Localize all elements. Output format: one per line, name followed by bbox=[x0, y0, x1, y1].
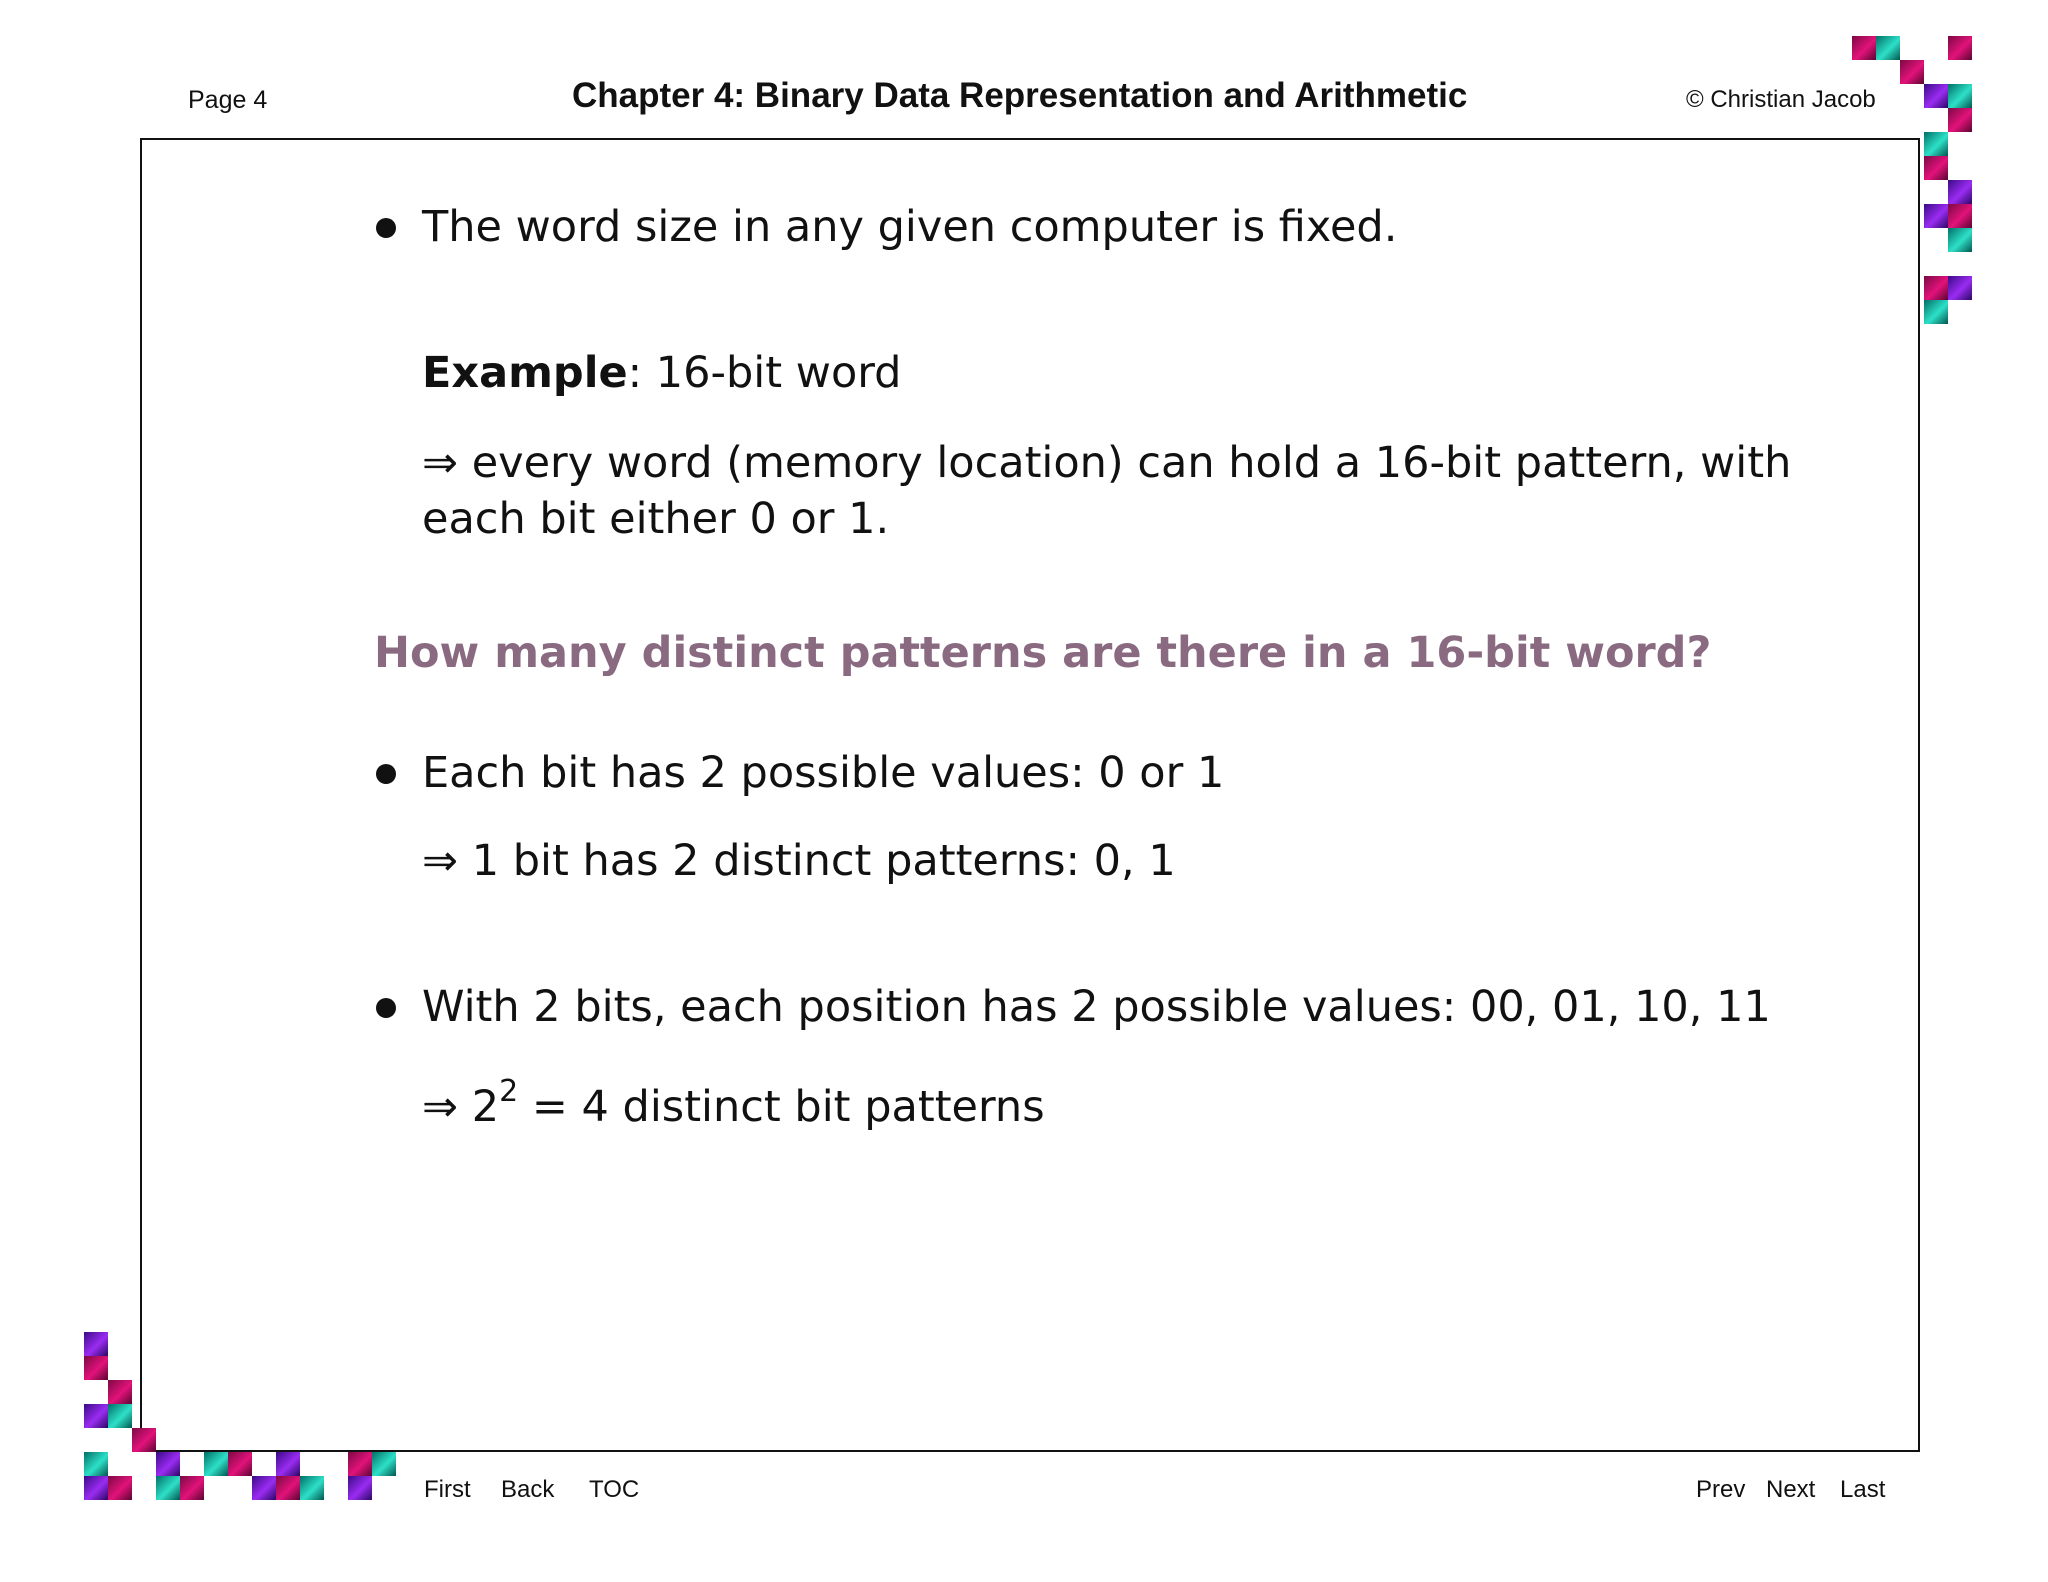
pixel-square bbox=[1900, 60, 1924, 84]
pixel-square bbox=[1924, 276, 1948, 300]
pixel-square bbox=[1948, 204, 1972, 228]
nav-first-link[interactable]: First bbox=[424, 1476, 471, 1503]
pixel-square bbox=[1948, 84, 1972, 108]
question-heading: How many distinct patterns are there in a 16-bit word? bbox=[374, 628, 1712, 678]
example-text: : 16-bit word bbox=[627, 348, 902, 398]
pixel-square bbox=[108, 1380, 132, 1404]
pixel-square bbox=[1948, 36, 1972, 60]
pixel-square bbox=[180, 1476, 204, 1500]
implication-2bit-suffix: = 4 distinct bit patterns bbox=[518, 1082, 1045, 1132]
pixel-square bbox=[1876, 36, 1900, 60]
nav-next-link[interactable]: Next bbox=[1766, 1476, 1816, 1503]
nav-back-link[interactable]: Back bbox=[501, 1476, 555, 1503]
bullet-icon bbox=[376, 218, 396, 238]
pixel-square bbox=[1924, 204, 1948, 228]
pixel-square bbox=[1948, 108, 1972, 132]
bullet-word-size-fixed: The word size in any given computer is fixed. bbox=[422, 202, 1398, 252]
bullet-bit-values: Each bit has 2 possible values: 0 or 1 bbox=[422, 748, 1225, 798]
pixel-square bbox=[276, 1452, 300, 1476]
copyright-notice: © Christian Jacob bbox=[1686, 86, 1876, 113]
implication-2bit bbox=[422, 1074, 1045, 1136]
bullet-2bit-values: With 2 bits, each position has 2 possible values: 00, 01, 10, 11 bbox=[422, 982, 1771, 1032]
pixel-square bbox=[1948, 276, 1972, 300]
nav-toc-link[interactable]: TOC bbox=[589, 1476, 640, 1503]
implication-16bit-line2: each bit either 0 or 1. bbox=[422, 494, 890, 544]
pixel-square bbox=[348, 1452, 372, 1476]
pixel-square bbox=[300, 1476, 324, 1500]
pixel-square bbox=[108, 1404, 132, 1428]
pixel-square bbox=[1924, 156, 1948, 180]
page-number: Page 4 bbox=[188, 86, 268, 114]
bullet-icon bbox=[376, 764, 396, 784]
pixel-square bbox=[276, 1476, 300, 1500]
implication-1bit: ⇒ 1 bit has 2 distinct patterns: 0, 1 bbox=[422, 836, 1176, 886]
nav-last-link[interactable]: Last bbox=[1840, 1476, 1886, 1503]
pixel-square bbox=[1852, 36, 1876, 60]
pixel-square bbox=[1924, 84, 1948, 108]
pixel-square bbox=[156, 1452, 180, 1476]
pixel-square bbox=[252, 1476, 276, 1500]
pixel-square bbox=[372, 1452, 396, 1476]
example-line bbox=[422, 344, 901, 402]
pixel-square bbox=[108, 1476, 132, 1500]
nav-prev-link[interactable]: Prev bbox=[1696, 1476, 1746, 1503]
pixel-square bbox=[228, 1452, 252, 1476]
pixel-square bbox=[1924, 300, 1948, 324]
pixel-square bbox=[132, 1428, 156, 1452]
pixel-square bbox=[84, 1356, 108, 1380]
implication-2bit-exponent: 2 bbox=[499, 1074, 519, 1109]
pixel-square bbox=[204, 1452, 228, 1476]
pixel-square bbox=[84, 1476, 108, 1500]
implication-2bit-prefix: ⇒ 2 bbox=[422, 1082, 500, 1132]
pixel-square bbox=[84, 1404, 108, 1428]
pixel-square bbox=[156, 1476, 180, 1500]
pixel-square bbox=[84, 1452, 108, 1476]
pixel-square bbox=[348, 1476, 372, 1500]
implication-16bit-line1: ⇒ every word (memory location) can hold a 16-bit pattern, with bbox=[422, 438, 1792, 488]
pixel-square bbox=[1948, 228, 1972, 252]
example-label: Example bbox=[422, 348, 628, 398]
pixel-square bbox=[1924, 132, 1948, 156]
bullet-icon bbox=[376, 998, 396, 1018]
pixel-square bbox=[84, 1332, 108, 1356]
chapter-title: Chapter 4: Binary Data Representation and Arithmetic bbox=[572, 76, 1468, 115]
pixel-square bbox=[1948, 180, 1972, 204]
